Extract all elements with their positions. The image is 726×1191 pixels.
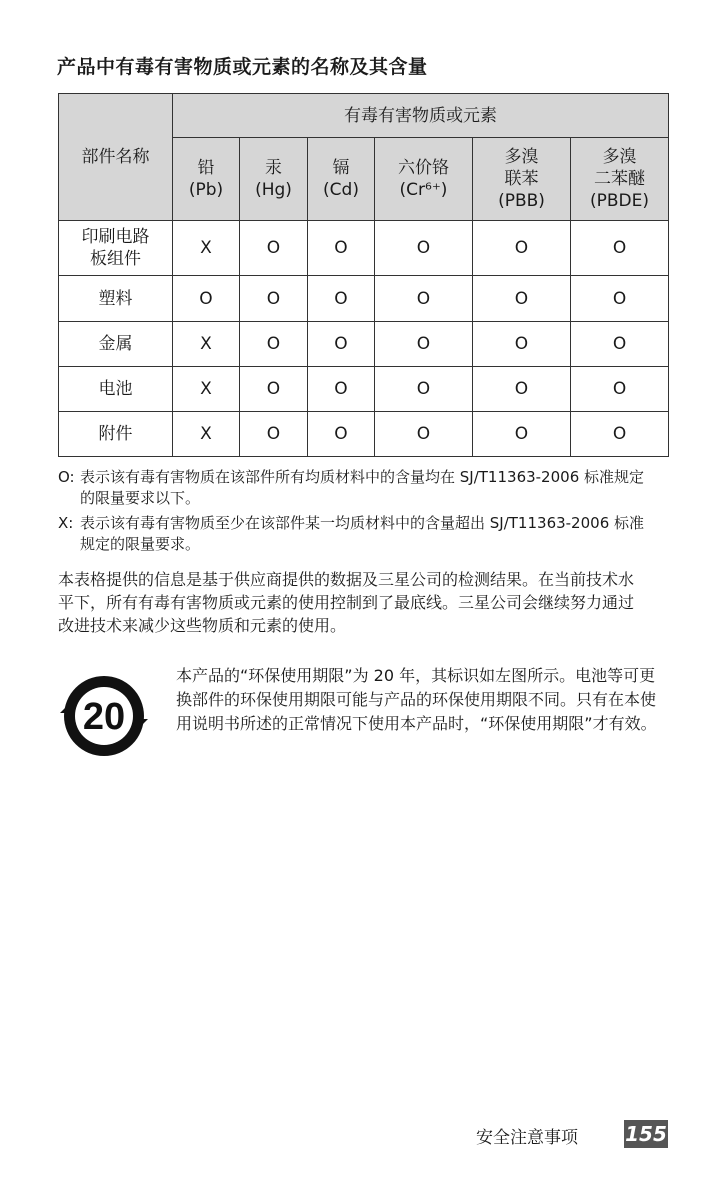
environment-protection-period-icon	[56, 671, 152, 761]
status-cell: O	[375, 221, 473, 276]
status-cell: O	[240, 322, 308, 367]
part-name-cell: 金属	[59, 322, 173, 367]
status-cell: O	[308, 221, 375, 276]
substance-symbol: (PBDE)	[590, 191, 650, 211]
status-cell: O	[473, 276, 571, 322]
table-row	[59, 367, 669, 412]
table-row	[59, 412, 669, 457]
part-name-cell: 附件	[59, 412, 173, 457]
status-cell: O	[571, 367, 669, 412]
page-title: 产品中有毒有害物质或元素的名称及其含量	[57, 56, 428, 78]
status-cell: O	[473, 367, 571, 412]
status-cell: O	[308, 367, 375, 412]
status-cell: O	[240, 276, 308, 322]
substance-symbol: (Hg)	[255, 180, 292, 200]
substance-symbol: (Pb)	[188, 180, 224, 200]
status-cell: O	[173, 276, 240, 322]
hazardous-substances-table	[58, 93, 669, 457]
status-cell: X	[173, 412, 240, 457]
substance-name: 多溴 二苯醚	[594, 147, 646, 189]
part-name-cell: 电池	[59, 367, 173, 412]
status-cell: O	[571, 412, 669, 457]
status-cell: O	[308, 412, 375, 457]
substance-header	[571, 138, 669, 221]
status-cell: O	[571, 322, 669, 367]
status-cell: O	[308, 322, 375, 367]
note-key: X:	[58, 514, 74, 532]
note-o	[58, 467, 658, 509]
status-cell: O	[473, 322, 571, 367]
table-row	[59, 221, 669, 276]
note-text: 表示该有毒有害物质至少在该部件某一均质材料中的含量超出 SJ/T11363-2006 标准规定的限量要求。	[80, 514, 645, 553]
status-cell: O	[240, 221, 308, 276]
substance-name: 镉	[332, 158, 350, 178]
substance-name: 多溴 联苯	[504, 147, 539, 189]
substance-name: 铅	[197, 158, 215, 178]
status-cell: O	[571, 276, 669, 322]
logo-description: 本产品的“环保使用期限”为 20 年，其标识如左图所示。电池等可更换部件的环保使用期限可能与产品的环保使用期限不同。只有在本使用说明书所述的正常情况下使用本产品时，“环保使用期限”才有效。	[176, 666, 657, 733]
status-cell: O	[571, 221, 669, 276]
status-cell: X	[173, 322, 240, 367]
substance-header	[308, 138, 375, 221]
substance-name: 汞	[265, 158, 282, 178]
note-text: 表示该有毒有害物质在该部件所有均质材料中的含量均在 SJ/T11363-2006 标准规定的限量要求以下。	[80, 468, 645, 507]
status-cell: O	[375, 276, 473, 322]
substance-group-header: 有毒有害物质或元素	[173, 94, 669, 138]
part-name-cell: 印刷电路 板组件	[59, 221, 173, 276]
substance-header	[473, 138, 571, 221]
substance-symbol: (Cd)	[323, 180, 359, 200]
note-key: O:	[58, 468, 75, 486]
substance-symbol: (Cr⁶⁺)	[399, 180, 448, 200]
status-cell: O	[473, 412, 571, 457]
status-cell: O	[375, 322, 473, 367]
status-cell: O	[375, 367, 473, 412]
substance-header	[375, 138, 473, 221]
page-number: 155	[625, 1122, 667, 1146]
part-name-cell: 塑料	[59, 276, 173, 322]
info-paragraph: 本表格提供的信息是基于供应商提供的数据及三星公司的检测结果。在当前技术水平下，所有有毒有害物质或元素的使用控制到了最底线。三星公司会继续努力通过改进技术来减少这些物质和元素的使用。	[58, 570, 635, 635]
status-cell: O	[308, 276, 375, 322]
table-row	[59, 322, 669, 367]
substance-symbol: (PBB)	[498, 191, 545, 211]
substance-header	[240, 138, 308, 221]
logo-number: 20	[82, 696, 126, 738]
status-cell: X	[173, 221, 240, 276]
part-name-header: 部件名称	[59, 94, 173, 221]
status-cell: X	[173, 367, 240, 412]
status-cell: O	[375, 412, 473, 457]
table-row	[59, 276, 669, 322]
footer-section-title: 安全注意事项	[476, 1128, 578, 1148]
substance-header	[173, 138, 240, 221]
status-cell: O	[240, 367, 308, 412]
status-cell: O	[240, 412, 308, 457]
status-cell: O	[473, 221, 571, 276]
substance-name: 六价铬	[398, 158, 449, 178]
note-x	[58, 513, 658, 555]
notes	[58, 467, 658, 559]
